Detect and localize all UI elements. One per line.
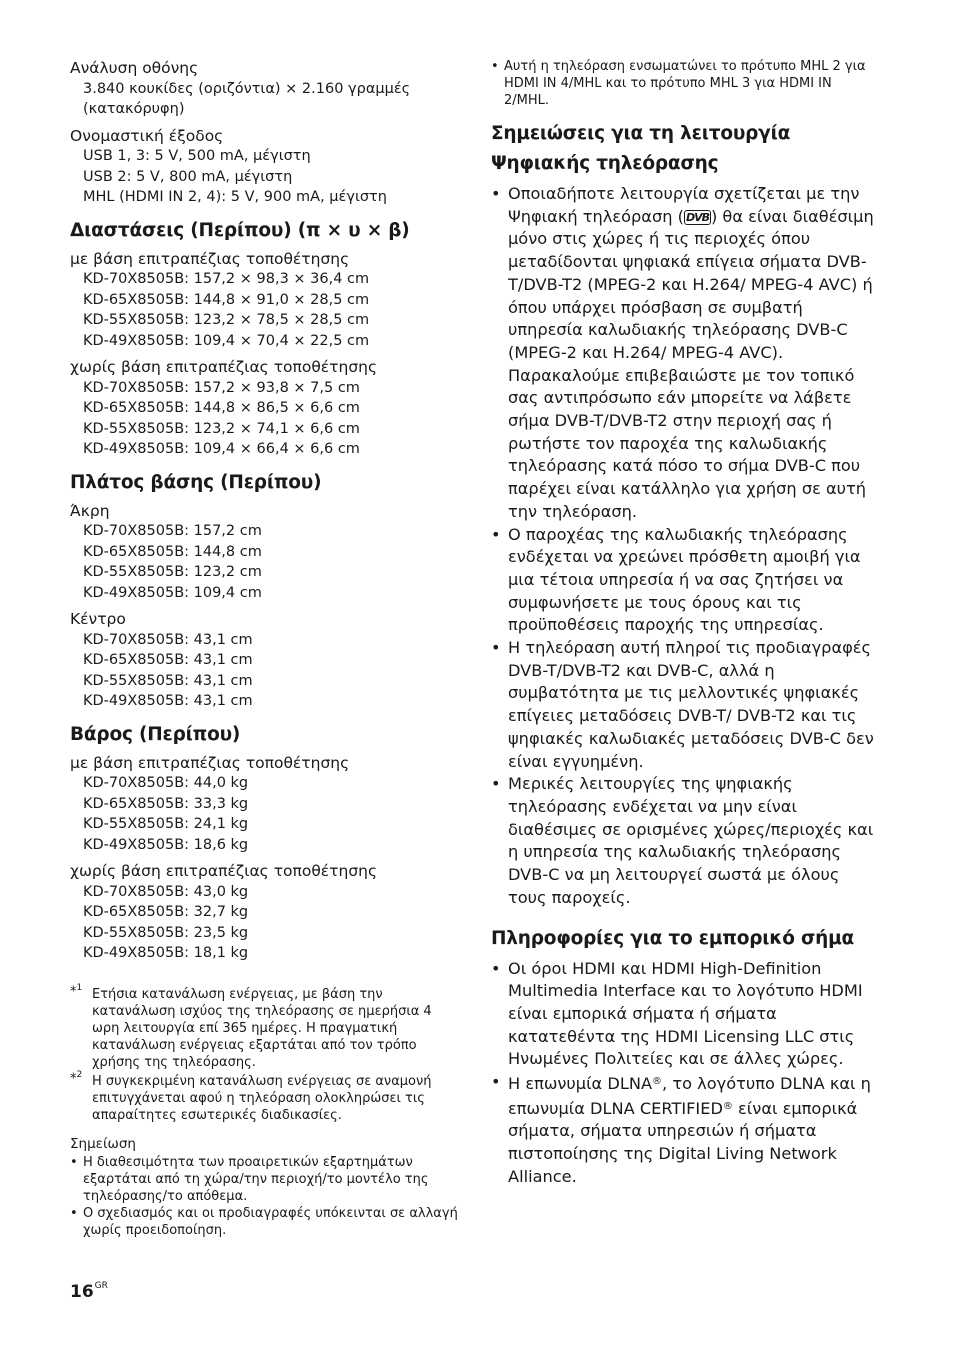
mhl-note: • Αυτή η τηλεόραση ενσωματώνει το πρότυπο MHL 2 για HDMI IN 4/MHL και το πρότυπο MHL 3 για HDMI IN 2/MHL.	[491, 58, 876, 109]
spec-value: MHL (HDMI IN 2, 4): 5 V, 900 mA, μέγιστη	[83, 189, 387, 205]
right-column	[491, 58, 876, 1189]
weight-with-stand	[70, 753, 460, 856]
note-list	[70, 1154, 460, 1239]
page-number: $16^{GR}$	[70, 1281, 108, 1302]
dvb-logo-icon: DVB	[685, 210, 709, 224]
spec-value: KD-70X8505B: 157,2 × 98,3 × 36,4 cm	[83, 271, 370, 287]
list-item: • Ο σχεδιασμός και οι προδιαγραφές υπόκεινται σε αλλαγή χωρίς προειδοποίηση.	[70, 1205, 460, 1239]
footnote-text: Η συγκεκριμένη κατανάλωση ενέργειας σε αναμονή επιτυγχάνεται αφού η τηλεόραση ολοκληρώσει τις απαραίτητες εσωτερικές διαδικασίες.	[92, 1073, 432, 1123]
trademark-list	[491, 958, 876, 1189]
list-item: • Η τηλεόραση αυτή πληροί τις προδιαγραφές DVB-T/DVB-T2 και DVB-C, αλλά η συμβατότητα με τις μελλοντικές ψηφιακές επίγειες μεταδόσεις DVB-T/ DVB-T2 και τις ψηφιακές καλωδιακές μεταδόσεις DVB-C δεν είναι εγγυημένη.	[491, 637, 876, 773]
list-item: • Οι όροι HDMI και HDMI High-Definition Multimedia Interface και το λογότυπο HDMI είναι εμπορικά σήματα ή σήματα κατατεθέντα της HDMI Licensing LLC στις Ηνωμένες Πολιτείες και σε άλλες χώρες.	[491, 958, 876, 1072]
spec-value: KD-65X8505B: 33,3 kg	[83, 795, 249, 812]
list-item: • Η επωνυμία DLNA®, το λογότυπο DLNA και η επωνυμία DLNA CERTIFIED® είναι εμπορικά σήματα, σήματα υπηρεσιών ή σήματα πιστοποίησης της Digital Living Network Alliance.	[491, 1071, 876, 1189]
spec-value: KD-65X8505B: 144,8 × 91,0 × 28,5 cm	[83, 291, 370, 308]
spec-value: KD-49X8505B: 109,4 × 66,4 × 6,6 cm	[83, 441, 360, 457]
spec-value: KD-49X8505B: 109,4 cm	[83, 584, 262, 601]
spec-label: Άκρη	[70, 501, 110, 520]
digital-tv-heading: Σημειώσεις για τη λειτουργία Ψηφιακής τηλεόρασης	[491, 123, 791, 174]
spec-value: KD-65X8505B: 32,7 kg	[83, 904, 249, 920]
footnote-mark: *$^2$	[70, 1069, 83, 1086]
dimensions-with-stand	[70, 249, 460, 352]
spec-value: KD-55X8505B: 24,1 kg	[83, 816, 249, 832]
spec-value: KD-49X8505B: 109,4 × 70,4 × 22,5 cm	[83, 332, 370, 349]
footnote-mark: *$^1$	[70, 982, 83, 999]
spec-label: χωρίς βάση επιτραπέζιας τοποθέτησης	[70, 862, 378, 880]
spec-value: KD-65X8505B: 43,1 cm	[83, 652, 253, 668]
spec-value: KD-49X8505B: 18,6 kg	[83, 836, 249, 853]
spec-label: Κέντρο	[70, 610, 126, 628]
spec-value: USB 1, 3: 5 V, 500 mA, μέγιστη	[83, 148, 311, 164]
spec-label: με βάση επιτραπέζιας τοποθέτησης	[70, 753, 350, 772]
weight-heading: Βάρος (Περίπου)	[70, 723, 241, 745]
stand-width-center	[70, 609, 460, 712]
footnote-2	[70, 1069, 460, 1124]
footnote-1	[70, 982, 460, 1071]
spec-value: KD-65X8505B: 144,8 cm	[83, 543, 262, 560]
spec-value: USB 2: 5 V, 800 mA, μέγιστη	[83, 168, 293, 185]
trademark-heading: Πληροφορίες για το εμπορικό σήμα	[491, 927, 855, 949]
spec-value: KD-70X8505B: 43,1 cm	[83, 631, 253, 648]
spec-value: 3.840 κουκίδες (οριζόντια) × 2.160 γραμμές (κατακόρυφη)	[83, 80, 411, 117]
spec-value: KD-49X8505B: 43,1 cm	[83, 693, 253, 709]
spec-value: KD-55X8505B: 123,2 cm	[83, 564, 262, 580]
weight-without-stand	[70, 861, 460, 964]
resolution-spec	[70, 58, 460, 120]
list-item: • Ο παροχέας της καλωδιακής τηλεόρασης ενδέχεται να χρεώνει πρόσθετη αμοιβή για μια τέτοια υπηρεσία ή να σας ζητήσει να συμφωνήσετε με τους όρους και τις προϋποθέσεις παροχής της υπηρεσίας.	[491, 524, 876, 638]
spec-value: KD-55X8505B: 23,5 kg	[83, 924, 249, 941]
spec-label: χωρίς βάση επιτραπέζιας τοποθέτησης	[70, 358, 378, 376]
stand-width-heading: Πλάτος βάσης (Περίπου)	[70, 471, 322, 493]
dimensions-without-stand	[70, 357, 460, 460]
list-item: • Η διαθεσιμότητα των προαιρετικών εξαρτημάτων εξαρτάται από τη χώρα/την περιοχή/το μοντέλο της τηλεόρασης/το απόθεμα.	[70, 1154, 460, 1205]
spec-value: KD-55X8505B: 123,2 × 78,5 × 28,5 cm	[83, 312, 370, 328]
output-spec	[70, 126, 460, 208]
spec-value: KD-55X8505B: 123,2 × 74,1 × 6,6 cm	[83, 420, 360, 437]
footnote-text: Ετήσια κατανάλωση ενέργειας, με βάση την κατανάλωση ισχύος της τηλεόρασης σε ημερήσια 4 ωρη λειτουργία επί 365 ημέρες. Η πραγματική κατανάλωση ενέργειας εξαρτάται από τον τρόπο χρήσης της τηλεόρασης.	[92, 986, 432, 1070]
spec-value: KD-70X8505B: 44,0 kg	[83, 775, 249, 791]
spec-label: με βάση επιτραπέζιας τοποθέτησης	[70, 249, 350, 268]
dimensions-heading: Διαστάσεις (Περίπου) (π × υ × β)	[70, 219, 410, 241]
spec-value: KD-65X8505B: 144,8 × 86,5 × 6,6 cm	[83, 400, 360, 416]
spec-value: KD-70X8505B: 157,2 cm	[83, 523, 262, 539]
stand-width-edge	[70, 501, 460, 604]
list-item: • Οποιαδήποτε λειτουργία σχετίζεται με την Ψηφιακή τηλεόραση ( DVB ) θα είναι διαθέσιμη μόνο στις χώρες ή τις περιοχές όπου μεταδίδονται ψηφιακά επίγεια σήματα DVB-T/DVB-T2 (MPEG-2 και H.264/ MPEG-4 AVC) ή όπου υπάρχει πρόσβαση σε συμβατή υπηρεσία καλωδιακής τηλεόρασης DVB-C (MPEG-2 και H.264/ MPEG-4 AVC). Παρακαλούμε επιβεβαιώστε με τον τοπικό σας αντιπρόσωπο εάν μπορείτε να λάβετε σήμα DVB-T/DVB-T2 στην περιοχή σας ή ρωτήστε τον παροχέα της καλωδιακής τηλεόρασης κατά πόσο το σήμα DVB-C που παρέχει είναι κατάλληλο για χρήση σε αυτή την τηλεόραση.	[491, 183, 876, 524]
spec-value: KD-70X8505B: 43,0 kg	[83, 883, 249, 900]
spec-value: KD-70X8505B: 157,2 × 93,8 × 7,5 cm	[83, 379, 360, 396]
note-title: Σημείωση	[70, 1135, 136, 1152]
spec-value: KD-49X8505B: 18,1 kg	[83, 945, 249, 961]
list-item: • Μερικές λειτουργίες της ψηφιακής τηλεόρασης ενδέχεται να μην είναι διαθέσιμες σε ορισμένες χώρες/περιοχές και η υπηρεσία της καλωδιακής τηλεόρασης DVB-C να μη λειτουργεί σωστά με όλους τους παροχείς.	[491, 773, 876, 909]
spec-value: KD-55X8505B: 43,1 cm	[83, 672, 253, 689]
digital-tv-list	[491, 183, 876, 910]
spec-label: Ανάλυση οθόνης	[70, 59, 199, 77]
left-column	[70, 58, 460, 1239]
spec-label: Ονομαστική έξοδος	[70, 126, 224, 145]
